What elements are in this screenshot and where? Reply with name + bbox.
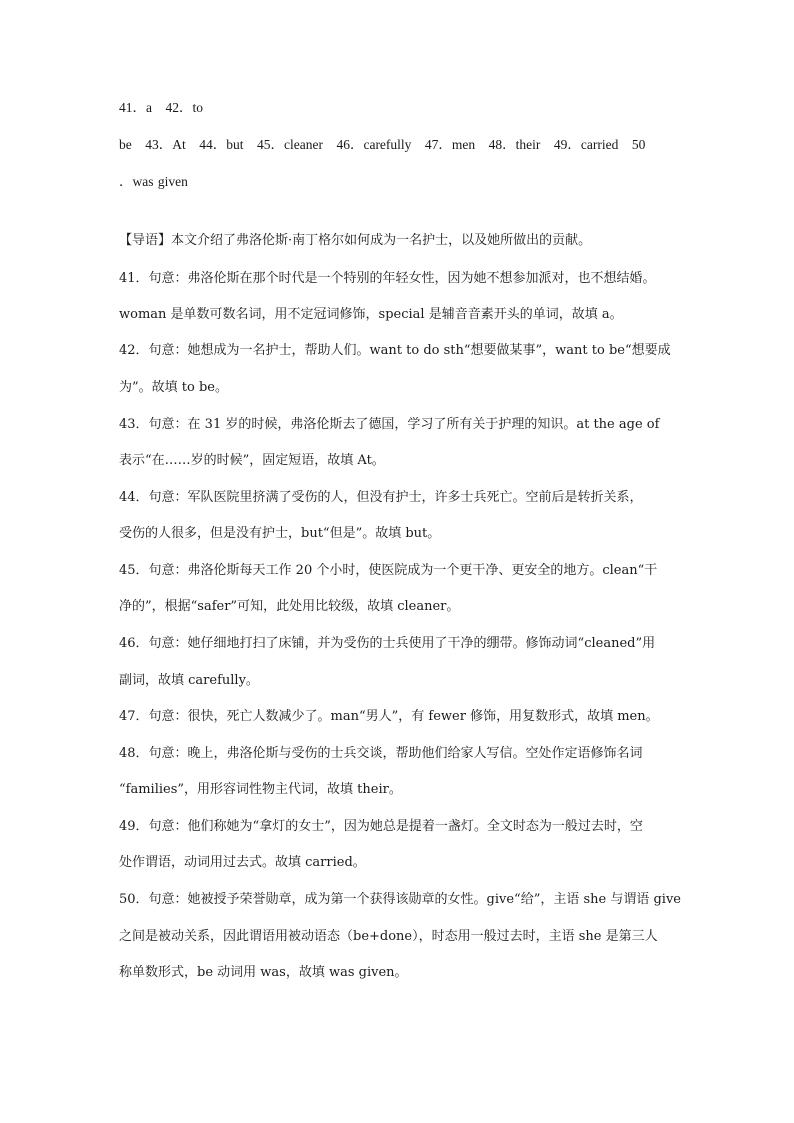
explanation-line: 50．句意：她被授予荣誉勋章，成为第一个获得该勋章的女性。give“给”，主语 she 与谓语 give [119, 892, 682, 907]
explanation-line: 43．句意：在 31 岁的时候，弗洛伦斯去了德国，学习了所有关于护理的知识。at the age of [119, 417, 660, 432]
answer-key-line-2: be 43．At 44．but 45．cleaner 46．carefully 47．men 48．their 49．carried 50 [119, 137, 646, 152]
explanation-line: 受伤的人很多，但是没有护士，but“但是”。故填 but。 [119, 526, 441, 541]
explanation-line: woman 是单数可数名词，用不定冠词修饰，special 是辅音音素开头的单词，故填 a。 [119, 307, 623, 322]
explanation-line: 41．句意：弗洛伦斯在那个时代是一个特别的年轻女性，因为她不想参加派对，也不想结婚。 [119, 271, 656, 286]
explanation-line: 副词，故填 carefully。 [119, 673, 259, 688]
explanation-line: 42．句意：她想成为一名护士，帮助人们。want to do sth“想要做某事”，want to be“想要成 [119, 343, 671, 358]
explanation-line: 48．句意：晚上，弗洛伦斯与受伤的士兵交谈，帮助他们给家人写信。空处作定语修饰名词 [119, 746, 643, 761]
explanation-line: 表示“在……岁的时候”，固定短语，故填 At。 [119, 453, 385, 468]
explanation-line: 46．句意：她仔细地打扫了床铺，并为受伤的士兵使用了干净的绷带。修饰动词“cleaned”用 [119, 636, 656, 651]
explanation-line: 44．句意：军队医院里挤满了受伤的人，但没有护士，许多士兵死亡。空前后是转折关系， [119, 490, 643, 505]
explanation-line: 47．句意：很快，死亡人数减少了。man“男人”，有 fewer 修饰，用复数形式，故填 men。 [119, 709, 659, 724]
explanation-line: “families”，用形容词性物主代词，故填 their。 [119, 782, 402, 797]
explanation-line: 45．句意：弗洛伦斯每天工作 20 个小时，使医院成为一个更干净、更安全的地方。clean“干 [119, 563, 658, 578]
explanation-line: 处作谓语，动词用过去式。故填 carried。 [119, 855, 366, 870]
answer-key-line-3: ．was given [119, 174, 188, 189]
explanation-line: 净的”，根据“safer”可知，此处用比较级，故填 cleaner。 [119, 599, 460, 614]
intro-paragraph: 【导语】本文介绍了弗洛伦斯·南丁格尔如何成为一名护士，以及她所做出的贡献。 [119, 233, 592, 248]
explanation-line: 49．句意：他们称她为“拿灯的女士”，因为她总是提着一盏灯。全文时态为一般过去时，空 [119, 819, 643, 834]
explanation-line: 为”。故填 to be。 [119, 380, 228, 395]
explanation-line: 称单数形式，be 动词用 was，故填 was given。 [119, 965, 408, 980]
answer-key-line-1: 41．a 42．to [119, 100, 203, 115]
explanation-line: 之间是被动关系，因此谓语用被动语态（be+done），时态用一般过去时，主语 she 是第三人 [119, 929, 658, 944]
